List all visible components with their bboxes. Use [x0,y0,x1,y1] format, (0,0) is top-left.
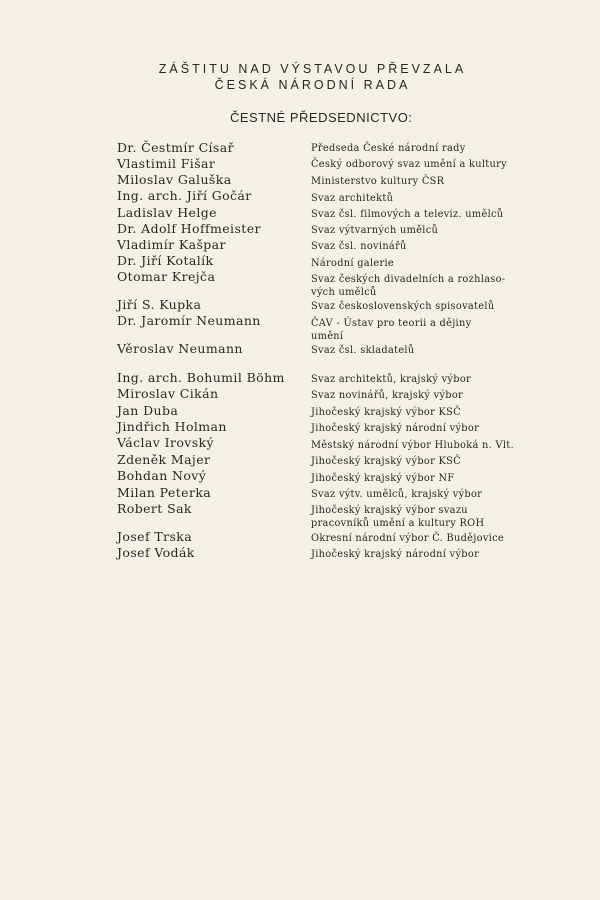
member-role: Předseda České národní rady [311,143,466,154]
member-role: Jihočeský krajský výbor NF [311,473,455,484]
member-name: Dr. Adolf Hoffmeister [117,221,261,236]
member-role: Svaz architektů, krajský výbor [311,374,471,385]
honorary-presidium-title: ČESTNÉ PŘEDSEDNICTVO: [230,110,413,125]
member-name: Josef Trska [117,529,193,544]
member-name: Robert Sak [117,501,192,516]
member-name: Dr. Jiří Kotalík [117,253,214,268]
member-role: Ministerstvo kultury ČSR [311,176,445,187]
member-role: Svaz výtv. umělců, krajský výbor [311,489,483,500]
member-role: Český odborový svaz umění a kultury [311,159,507,170]
member-role: Jihočeský krajský výbor KSČ [311,456,461,467]
member-role: ČAV - Ústav pro teorii a dějiny umění [311,318,472,342]
member-name: Zdeněk Majer [117,452,211,467]
member-role: Svaz architektů [311,193,394,204]
member-name: Josef Vodák [117,545,195,560]
member-name: Václav Irovský [117,435,214,450]
member-name: Jan Duba [117,403,179,418]
patronage-heading-line2: ČESKÁ NÁRODNÍ RADA [214,78,411,92]
member-name: Vlastimil Fišar [117,156,216,171]
member-role: Okresní národní výbor Č. Budějovice [311,533,504,544]
member-role: Svaz českých divadelních a rozhlaso- vých umělců [311,274,506,298]
member-name: Otomar Krejča [117,269,216,284]
member-role: Městský národní výbor Hluboká n. Vlt. [311,440,514,451]
member-name: Věroslav Neumann [117,341,243,356]
member-name: Jiří S. Kupka [117,297,202,312]
member-name: Jindřich Holman [117,419,227,434]
member-role: Jihočeský krajský výbor svazu pracovníků umění a kultury ROH [311,505,485,529]
member-name: Ladislav Helge [117,205,217,220]
member-role: Národní galerie [311,258,394,269]
member-role: Svaz novinářů, krajský výbor [311,390,464,401]
member-role: Svaz československých spisovatelů [311,301,495,312]
member-role: Jihočeský krajský výbor KSČ [311,407,461,418]
member-name: Dr. Jaromír Neumann [117,313,261,328]
member-role: Svaz čsl. novinářů [311,241,407,252]
member-role: Jihočeský krajský národní výbor [311,423,480,434]
member-name: Ing. arch. Bohumil Böhm [117,370,285,385]
member-role: Svaz čsl. skladatelů [311,345,415,356]
member-name: Milan Peterka [117,485,212,500]
member-role: Jihočeský krajský národní výbor [311,549,480,560]
member-name: Miloslav Galuška [117,172,232,187]
member-name: Ing. arch. Jiří Gočár [117,188,252,203]
member-name: Dr. Čestmír Císař [117,140,234,155]
member-role: Svaz výtvarných umělců [311,225,439,236]
member-name: Vladimír Kašpar [117,237,226,252]
member-name: Bohdan Nový [117,468,207,483]
member-name: Miroslav Cikán [117,386,219,401]
member-role: Svaz čsl. filmových a televiz. umělců [311,209,504,220]
patronage-heading-line1: ZÁŠTITU NAD VÝSTAVOU PŘEVZALA [158,62,467,76]
